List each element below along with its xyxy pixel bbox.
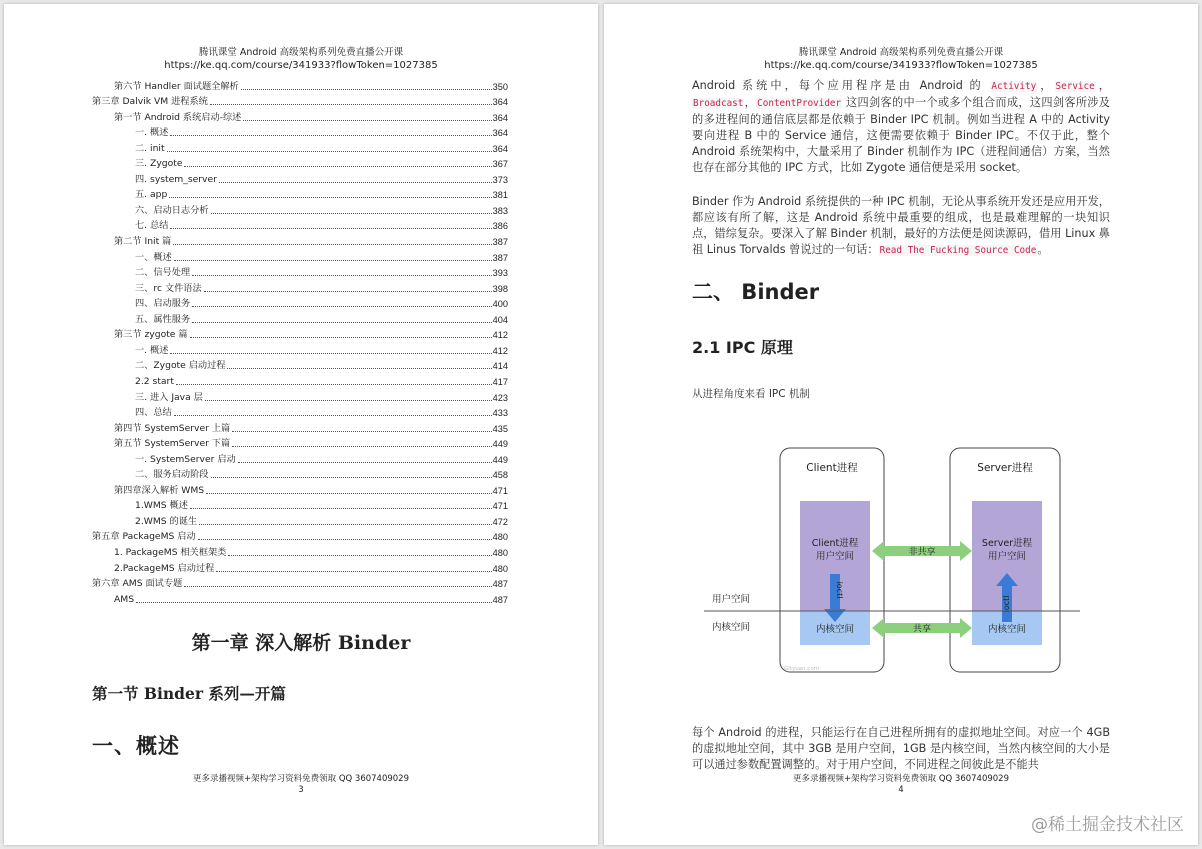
toc-leader-dots (190, 508, 492, 509)
toc-entry-page: 414 (492, 361, 508, 372)
toc-leader-dots (216, 571, 491, 572)
toc-leader-dots (176, 384, 492, 385)
toc-entry-label: 第二节 Init 篇 (114, 236, 172, 247)
toc-entry-page: 423 (492, 392, 508, 403)
svg-text:非共享: 非共享 (908, 547, 936, 558)
toc-entry-label: AMS (114, 593, 135, 605)
toc-entry-page: 364 (492, 143, 508, 154)
toc-entry-label: 六、启动日志分析 (135, 204, 209, 216)
toc-leader-dots (232, 431, 491, 432)
toc-entry[interactable] (114, 435, 508, 451)
toc-entry[interactable] (92, 528, 508, 544)
toc-entry-label: 五、属性服务 (135, 313, 191, 325)
toc-entry-label: 三. Zygote (135, 158, 183, 170)
toc-entry-page: 393 (492, 268, 508, 279)
toc-leader-dots (219, 182, 492, 183)
toc-entry-page: 480 (492, 563, 508, 574)
toc-leader-dots (241, 89, 492, 90)
toc-entry-page: 449 (492, 439, 508, 450)
toc-entry[interactable] (135, 139, 508, 155)
toc-entry-label: 2.WMS 的诞生 (135, 515, 198, 527)
svg-text:共享: 共享 (912, 624, 932, 635)
toc-entry[interactable] (114, 77, 508, 93)
toc-leader-dots (174, 260, 492, 261)
ipc-diagram (704, 444, 1084, 684)
toc-entry-page: 458 (492, 470, 508, 481)
toc-entry-page: 387 (492, 252, 508, 263)
toc-entry[interactable] (135, 404, 508, 420)
toc-entry[interactable] (135, 201, 508, 217)
toc-entry-page: 480 (492, 548, 508, 558)
toc-entry-label: 2.PackageMS 启动过程 (114, 562, 215, 574)
toc-entry-page: 412 (492, 330, 508, 341)
toc-entry-label: 一. 概述 (135, 344, 169, 356)
toc-leader-dots (136, 602, 492, 603)
toc-entry-page: 471 (492, 501, 508, 512)
toc-entry-label: 二、Zygote 启动过程 (135, 360, 226, 372)
toc-entry[interactable] (135, 310, 508, 326)
toc-entry-page: 472 (492, 516, 508, 527)
toc-entry[interactable] (92, 575, 508, 591)
diagram-caption: 从进程角度来看 IPC 机制 (692, 388, 810, 400)
toc-entry[interactable] (114, 233, 508, 249)
toc-entry[interactable] (135, 388, 508, 404)
client-kernel-label: 内核空间 (815, 624, 855, 635)
toc-entry-page: 435 (492, 423, 508, 434)
toc-entry-page: 400 (492, 299, 508, 310)
paragraph-address-space: 每个 Android 的进程，只能运行在自己进程所拥有的虚拟地址空间。对应一个 4GB 的虚拟地址空间，其中 3GB 是用户空间，1GB 是内核空间，当然内核空间的大小是可以通过参数配置调整的。对于用户空间，不同进程之间彼此是不能共 (692, 726, 1110, 771)
toc-entry[interactable] (135, 466, 508, 482)
toc-leader-dots (190, 337, 492, 338)
toc-entry-label: 第六节 Handler 面试题全解析 (114, 80, 239, 92)
diagram-credit: Gityuan.com (784, 666, 820, 672)
toc-entry-label: 二、信号处理 (135, 267, 191, 279)
toc-leader-dots (228, 555, 491, 556)
kernel-space-label: 内核空间 (712, 622, 751, 633)
toc-leader-dots (184, 166, 491, 167)
toc-entry[interactable] (114, 419, 508, 435)
toc-entry-page: 487 (492, 594, 508, 605)
server-title: Server进程 (977, 462, 1033, 474)
toc-leader-dots (199, 524, 492, 525)
toc-entry-label: 第一节 Android 系统启动-综述 (114, 111, 242, 123)
toc-leader-dots (211, 477, 492, 478)
toc-entry[interactable] (114, 590, 508, 606)
toc-entry-label: 一、概述 (135, 251, 172, 263)
toc-entry-page: 417 (492, 376, 508, 387)
toc-entry[interactable] (135, 124, 508, 140)
toc-entry[interactable] (114, 326, 508, 342)
toc-leader-dots (198, 539, 492, 540)
toc-leader-dots (174, 415, 492, 416)
code-service: Service (1055, 81, 1095, 92)
page-header-title: 腾讯课堂 Android 高级架构系列免费直播公开课 (798, 47, 1004, 58)
toc-entry[interactable] (135, 155, 508, 171)
toc-entry[interactable] (135, 248, 508, 264)
toc-entry-page: 383 (492, 205, 508, 216)
toc-entry-page: 364 (492, 97, 508, 108)
toc-leader-dots (192, 322, 492, 323)
svg-text:ioctl: ioctl (835, 581, 844, 599)
toc-entry-page: 386 (492, 221, 508, 232)
toc-entry-label: 第四章深入解析 WMS (114, 484, 205, 496)
toc-leader-dots (227, 368, 491, 369)
toc-entry-page: 350 (492, 81, 508, 92)
chapter-title: 第一章 深入解析 Binder (191, 632, 411, 654)
toc-leader-dots (170, 135, 491, 136)
toc-leader-dots (192, 275, 492, 276)
page-number: 3 (298, 785, 304, 795)
toc-entry-page: 404 (492, 314, 508, 325)
toc-entry[interactable] (135, 372, 508, 388)
toc-entry-page: 412 (492, 345, 508, 356)
page-header-title: 腾讯课堂 Android 高级架构系列免费直播公开课 (198, 47, 404, 58)
toc-entry-page: 480 (492, 532, 508, 543)
svg-text:ioctl: ioctl (1002, 595, 1011, 613)
toc-entry-page: 364 (492, 128, 508, 139)
toc-entry-page: 471 (492, 485, 508, 496)
toc-entry[interactable] (92, 93, 508, 109)
toc-leader-dots (211, 213, 492, 214)
paragraph-intro: Android 系统中，每个应用程序是由 Android 的 Activity，Service，Broadcast，ContentProvider 这四剑客的中一个或多个组合而成，这四剑客所涉及的多进程间的通信底层都是依赖于 Binder IPC 机制。例如当进程 A 中的 Activity 要向进程 B 中的 Service 通信，这便需要依赖于 Binder IPC。不仅于此，整个 Android 系统架构中，大量采用了 Binder 机制作为 IPC（进程间通信）方案，当然也存在部分其他的 IPC 方式，比如 Zygote 通信便是采用 socket。 (692, 79, 1110, 174)
toc-entry-page: 367 (492, 159, 508, 170)
site-watermark: @稀土掘金技术社区 (1031, 815, 1184, 835)
toc-entry-label: 一. 概述 (135, 127, 169, 139)
toc-entry[interactable] (114, 544, 508, 560)
client-user-label-1: Client进程 (811, 538, 859, 549)
toc-entry-label: 第五节 SystemServer 下篇 (114, 438, 231, 450)
toc-entry[interactable] (114, 481, 508, 497)
toc-entry-page: 364 (492, 112, 508, 123)
toc-entry-label: 七. 总结 (135, 220, 169, 232)
toc-leader-dots (184, 586, 491, 587)
toc-leader-dots (206, 493, 492, 494)
code-broadcast: Broadcast (693, 98, 744, 109)
toc-leader-dots (173, 244, 491, 245)
page-header-url: https://ke.qq.com/course/341933?flowToken=1027385 (764, 60, 1038, 71)
toc-entry[interactable] (135, 295, 508, 311)
code-contentprovider: ContentProvider (757, 98, 842, 109)
toc-entry[interactable] (135, 512, 508, 528)
toc-entry[interactable] (114, 108, 508, 124)
toc-leader-dots (232, 446, 491, 447)
server-user-label-2: 用户空间 (987, 551, 1027, 562)
paragraph-binder: Binder 作为 Android 系统提供的一种 IPC 机制，无论从事系统开发还是应用开发，都应该有所了解，这是 Android 系统中最重要的组成，也是最难理解的一块知识点，错综复杂。要深入了解 Binder 机制，最好的方法便是阅读源码，借用 Linux 鼻祖 Linus Torvalds 曾说过的一句话：Read The Fucking Source Code。 (692, 195, 1110, 256)
toc-entry-label: 2.2 start (135, 375, 174, 387)
toc-entry-label: 第三节 zygote 篇 (114, 329, 188, 341)
toc-entry-label: 四. system_server (135, 173, 217, 185)
toc-entry-label: 1. PackageMS 相关框架类 (114, 547, 227, 558)
toc-leader-dots (170, 353, 491, 354)
toc-entry-label: 1.WMS 概述 (135, 500, 188, 512)
toc-entry-page: 387 (492, 237, 508, 247)
toc-entry-label: 二、服务启动阶段 (135, 469, 209, 481)
toc-entry-page: 487 (492, 579, 508, 590)
toc-entry[interactable] (135, 450, 508, 466)
toc-entry-page: 449 (492, 454, 508, 465)
page-footer: 更多录播视频+架构学习资料免费领取 QQ 3607409029 (793, 774, 1009, 784)
toc-entry-label: 四、总结 (135, 407, 172, 419)
page-footer: 更多录播视频+架构学习资料免费领取 QQ 3607409029 (193, 774, 409, 784)
toc-entry-label: 第五章 PackageMS 启动 (92, 531, 196, 543)
toc-entry-label: 三. 进入 Java 层 (135, 391, 203, 403)
toc-entry[interactable] (135, 497, 508, 513)
toc-entry-label: 二. init (135, 142, 165, 154)
client-title: Client进程 (806, 462, 858, 474)
code-quote: Read The Fucking Source Code (879, 245, 1037, 256)
right-page (604, 4, 1198, 845)
server-user-label-1: Server进程 (981, 538, 1033, 549)
toc-entry-page: 398 (492, 283, 508, 294)
toc-entry[interactable] (114, 559, 508, 575)
toc-entry-page: 433 (492, 408, 508, 419)
toc-entry[interactable] (135, 170, 508, 186)
toc-entry-label: 第三章 Dalvik VM 进程系统 (92, 96, 208, 108)
toc-leader-dots (204, 291, 492, 292)
server-kernel-label: 内核空间 (987, 624, 1027, 635)
toc-entry[interactable] (135, 217, 508, 233)
toc-leader-dots (238, 462, 492, 463)
page-number: 4 (898, 785, 904, 795)
toc-leader-dots (210, 104, 492, 105)
toc-entry-label: 第六章 AMS 面试专题 (92, 578, 183, 590)
user-space-label: 用户空间 (712, 594, 751, 605)
toc-entry[interactable] (135, 264, 508, 280)
toc-entry-page: 373 (492, 174, 508, 185)
heading-binder: 二、 Binder (692, 280, 820, 304)
toc-leader-dots (192, 306, 492, 307)
toc-entry[interactable] (135, 357, 508, 373)
toc-leader-dots (243, 120, 491, 121)
section-title: 第一节 Binder 系列—开篇 (92, 684, 286, 703)
heading-ipc: 2.1 IPC 原理 (692, 338, 793, 357)
code-activity: Activity (991, 81, 1037, 92)
toc-entry-label: 五. app (135, 189, 168, 201)
toc-entry-label: 四、启动服务 (135, 298, 191, 310)
page-header-url: https://ke.qq.com/course/341933?flowToken=1027385 (164, 60, 438, 71)
toc-leader-dots (170, 228, 491, 229)
client-user-label-2: 用户空间 (815, 551, 855, 562)
toc-entry[interactable] (135, 186, 508, 202)
toc-entry-page: 381 (492, 190, 508, 201)
toc-leader-dots (205, 400, 492, 401)
toc-entry-label: 第四节 SystemServer 上篇 (114, 422, 231, 434)
toc-entry[interactable] (135, 341, 508, 357)
toc-leader-dots (167, 151, 492, 152)
toc-leader-dots (169, 197, 491, 198)
toc-entry[interactable] (135, 279, 508, 295)
heading-overview: 一、概述 (92, 734, 180, 758)
toc-entry-label: 三、rc 文件语法 (135, 282, 202, 294)
toc-entry-label: 一. SystemServer 启动 (135, 453, 236, 465)
left-page (4, 4, 598, 845)
